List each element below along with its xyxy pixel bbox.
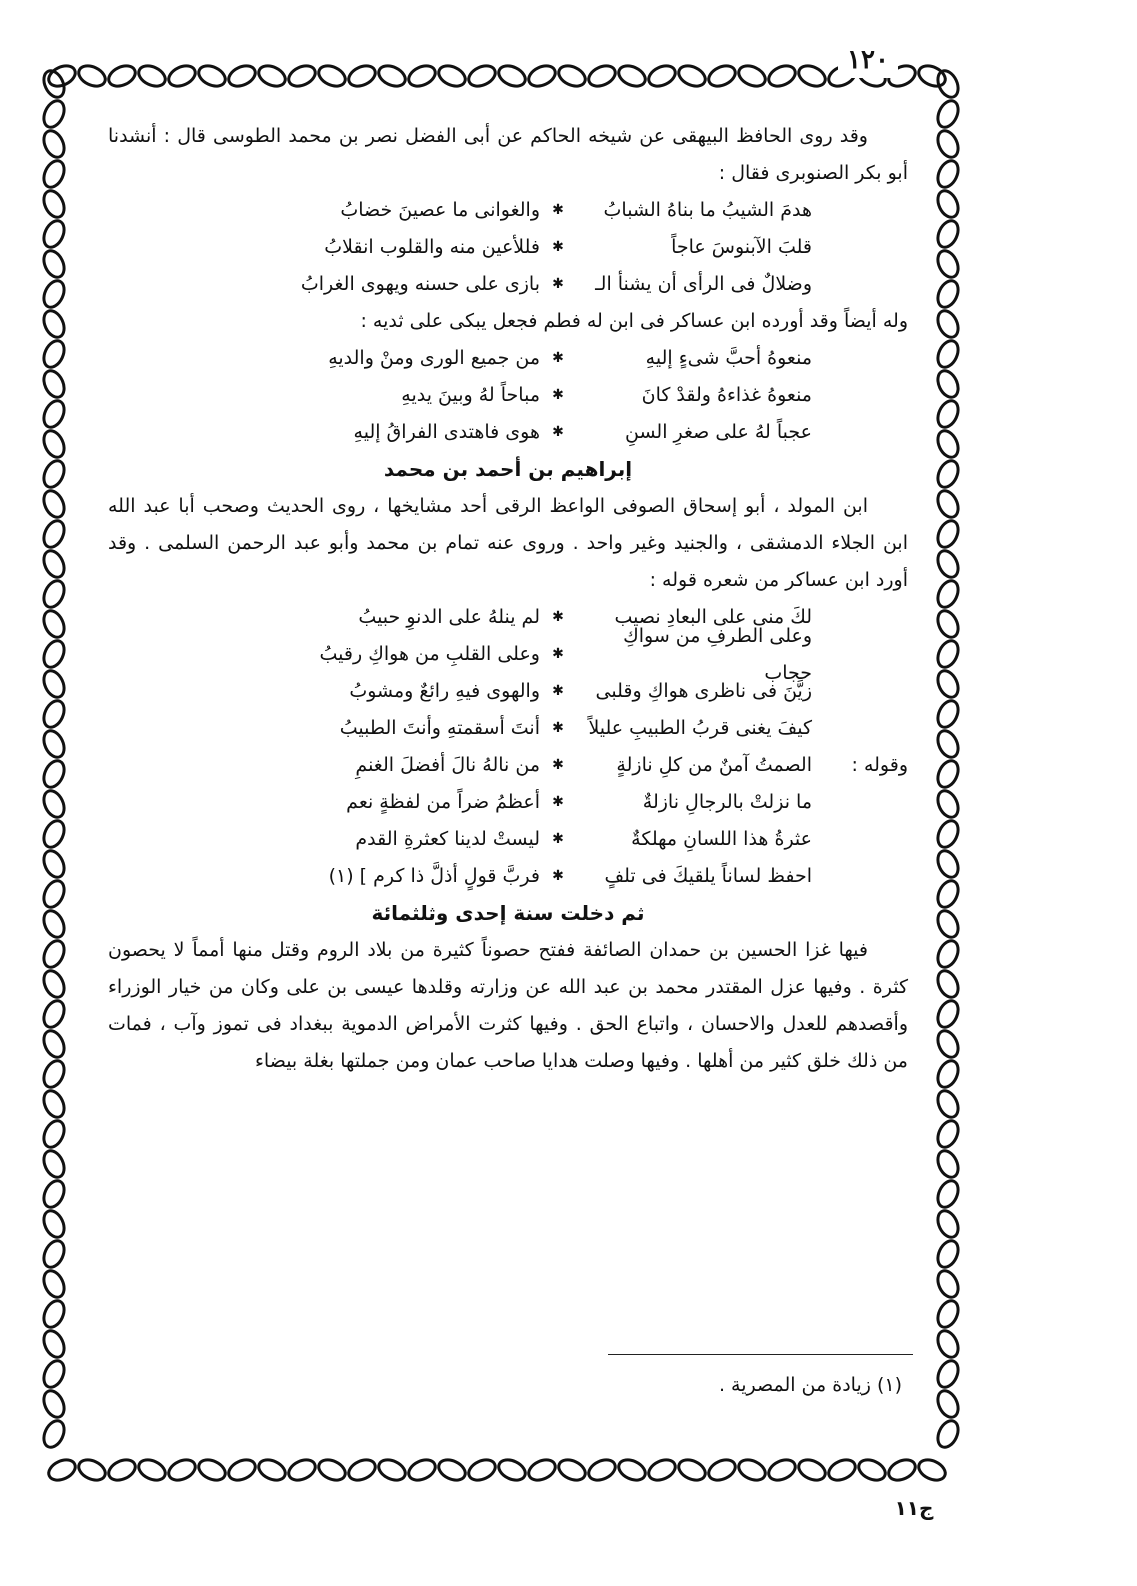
verse-line	[108, 377, 908, 414]
star-separator-icon: ✱	[552, 239, 564, 255]
footnote: (١) زيادة من المصرية .	[718, 1374, 902, 1396]
paragraph-weaning: وله أيضاً وقد أورده ابن عساكر فى ابن له فطم فجعل يبكى على ثديه :	[360, 310, 908, 332]
star-separator-icon: ✱	[552, 831, 564, 847]
section-heading-year: ثم دخلت سنة إحدى وثلثمائة	[371, 901, 645, 925]
poem-weaning	[108, 340, 908, 451]
verse-hemistich-2: فللأعين منه والقلوب انقلابُ	[324, 236, 540, 258]
star-separator-icon: ✱	[552, 387, 564, 403]
verse-hemistich-1: الصمتُ آمنٌ من كلِ نازلةٍ	[616, 754, 812, 776]
star-separator-icon: ✱	[552, 794, 564, 810]
verse-hemistich-1: هدمَ الشيبُ ما بناهُ الشبابُ	[603, 199, 812, 221]
verse-hemistich-2: والهوى فيهِ رائعٌ ومشوبُ	[349, 680, 540, 702]
verse-hemistich-2: ليستْ لدينا كعثرةِ القدم	[355, 828, 540, 850]
signature-mark: ج١١	[894, 1496, 934, 1520]
verse-hemistich-2: من نالهُ نالَ أفضلَ الغنمِ	[355, 754, 540, 776]
poem-sanawbari	[108, 192, 908, 303]
verse-line	[108, 229, 908, 266]
verse-hemistich-2: هوى فاهتدى الفراقُ إليهِ	[353, 421, 540, 443]
verse-hemistich-2: والغوانى ما عصينَ خضابُ	[340, 199, 540, 221]
verse-line	[108, 192, 908, 229]
verse-line	[108, 673, 908, 710]
verse-line	[108, 624, 908, 684]
section-heading-name: إبراهيم بن أحمد بن محمد	[383, 457, 633, 481]
verse-line	[108, 784, 908, 821]
star-separator-icon: ✱	[552, 757, 564, 773]
verse-line	[108, 747, 908, 784]
star-separator-icon: ✱	[552, 350, 564, 366]
verse-hemistich-2: من جميع الورى ومنْ والديهِ	[328, 347, 540, 369]
verse-hemistich-2: أنتَ أسقمتهِ وأنتَ الطبيبُ	[339, 717, 540, 739]
footnote-divider	[608, 1354, 913, 1355]
star-separator-icon: ✱	[552, 424, 564, 440]
verse-hemistich-1: منعوهُ غذاءهُ ولقدْ كانَ	[641, 384, 812, 406]
verse-hemistich-1: ما نزلتْ بالرجالِ نازلةٌ	[642, 791, 812, 813]
verse-hemistich-1: زيَّنَ فى ناظرى هواكِ وقلبى	[595, 680, 812, 702]
page-body	[108, 118, 908, 1080]
verse-hemistich-2: لم ينلهُ على الدنوِ حبيبُ	[358, 606, 540, 628]
poem-lead-label: وقوله :	[851, 754, 908, 776]
verse-hemistich-1: وعلى الطرفِ من سواكِ حجاب	[623, 624, 812, 684]
star-separator-icon: ✱	[552, 609, 564, 625]
star-separator-icon: ✱	[552, 202, 564, 218]
verse-line	[108, 340, 908, 377]
poem-silence	[108, 747, 908, 895]
verse-hemistich-2: أعظمُ ضراً من لفظةٍ نعم	[346, 791, 540, 813]
paragraph-events: فيها غزا الحسين بن حمدان الصائفة ففتح حصوناً كثيرة من بلاد الروم وقتل منها أمماً لا يحصون كثرة . وفيها عزل المقتدر محمد بن عبد الله عن وزارته وقلدها عيسى بن على وكان من خيار الوزراء وأقصدهم للعدل والاحسان ، واتباع الحق . وفيها كثرت الأمراض الدموية ببغداد فى تموز وآب ، فمات من ذلك خلق كثير من أهلها . وفيها وصلت هدايا صاحب عمان ومن جملتها بغلة بيضاء	[108, 939, 908, 1072]
verse-hemistich-1: عجباً لهُ على صغرِ السنِ	[625, 421, 812, 443]
star-separator-icon: ✱	[552, 720, 564, 736]
verse-hemistich-2: بازى على حسنه ويهوى الغرابُ	[300, 273, 540, 295]
paragraph-biography: ابن المولد ، أبو إسحاق الصوفى الواعظ الرقى أحد مشايخها ، روى الحديث وصحب أبا عبد الله ابن الجلاء الدمشقى ، والجنيد وغير واحد . وروى عنه تمام بن محمد وأبو عبد الرحمن السلمى . وقد أورد ابن عساكر من شعره قوله :	[108, 495, 908, 591]
verse-hemistich-2: مباحاً لهُ وبينَ يديهِ	[401, 384, 540, 406]
verse-hemistich-1: كيفَ يغنى قربُ الطبيبِ عليلاً	[588, 717, 812, 739]
star-separator-icon: ✱	[552, 868, 564, 884]
verse-hemistich-1: منعوهُ أحبَّ شىءٍ إليهِ	[645, 347, 812, 369]
verse-hemistich-2: فربَّ قولٍ أذلَّ ذا كرم ] (١)	[328, 865, 540, 887]
verse-line	[108, 414, 908, 451]
star-separator-icon: ✱	[552, 276, 564, 292]
verse-line	[108, 821, 908, 858]
star-separator-icon: ✱	[552, 646, 564, 662]
verse-hemistich-1: وضلالٌ فى الرأى أن يشنأ الـ	[595, 273, 812, 295]
verse-line	[108, 858, 908, 895]
verse-hemistich-2: وعلى القلبِ من هواكِ رقيبُ	[319, 643, 540, 665]
verse-hemistich-1: عثرةُ هذا اللسانِ مهلكةٌ	[631, 828, 812, 850]
paragraph-intro: وقد روى الحافظ البيهقى عن شيخه الحاكم عن أبى الفضل نصر بن محمد الطوسى قال : أنشدنا أبو بكر الصنوبرى فقال :	[108, 125, 908, 184]
verse-hemistich-1: احفظ لساناً يلقيكَ فى تلفٍ	[604, 865, 812, 887]
page-number: ١٢٠	[838, 42, 898, 78]
verse-hemistich-1: قلبَ الآبنوسَ عاجاً	[671, 236, 812, 258]
verse-line	[108, 710, 908, 747]
star-separator-icon: ✱	[552, 683, 564, 699]
verse-hemistich-1: لكَ منى على البعادِ نصيب	[614, 606, 812, 628]
verse-line	[108, 266, 908, 303]
poem-ibrahim	[108, 599, 908, 747]
